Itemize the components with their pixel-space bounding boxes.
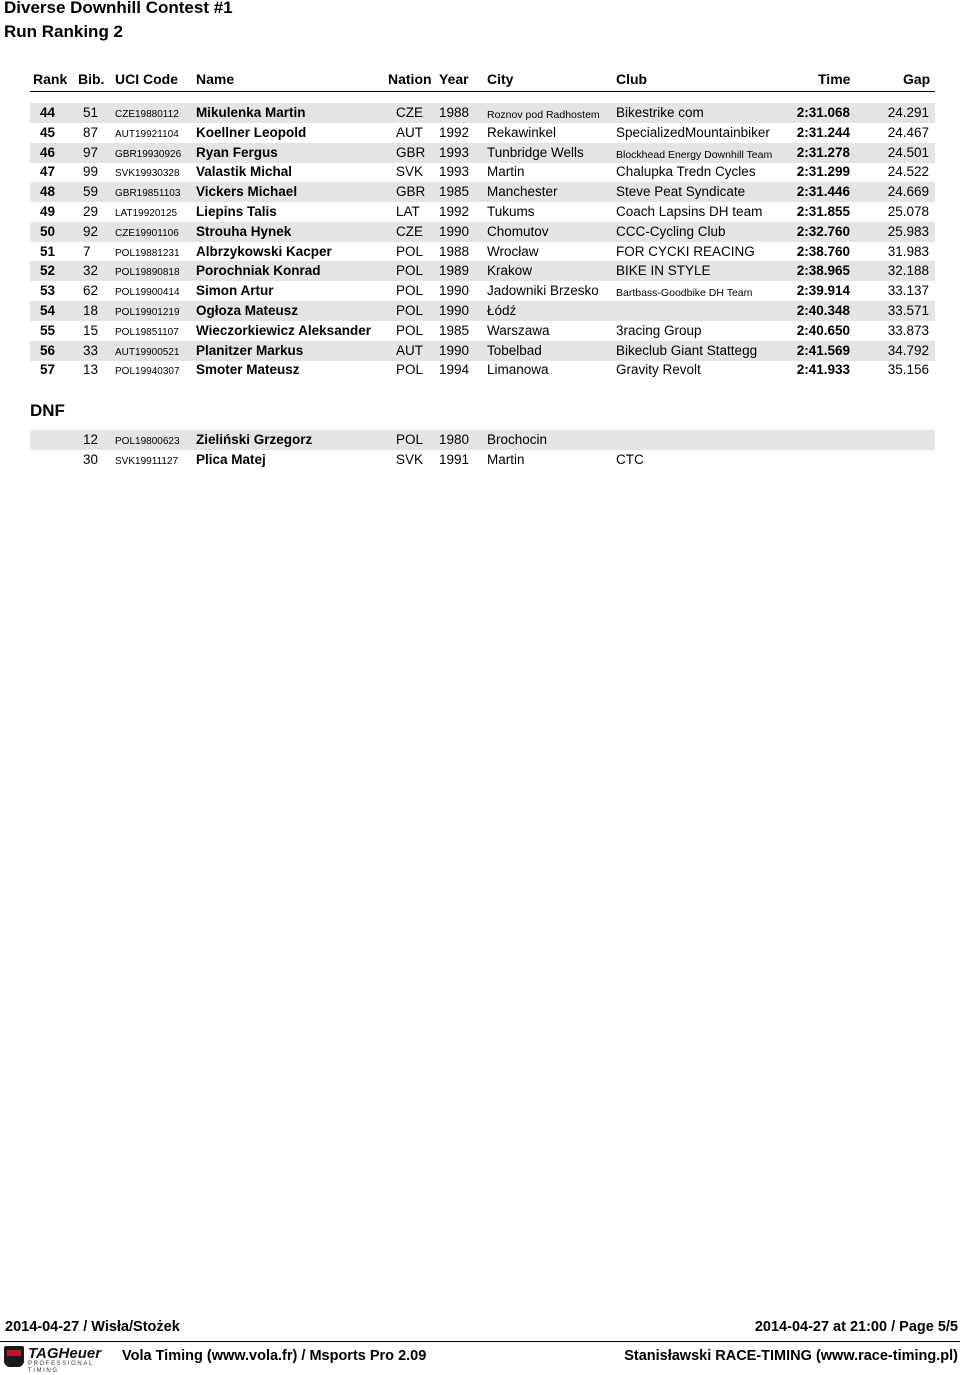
time-cell: 2:41.569	[796, 342, 850, 358]
city-cell: Brochocin	[487, 432, 548, 447]
bib-cell: 59	[83, 184, 99, 200]
club-cell: Steve Peat Syndicate	[616, 184, 746, 200]
city-cell: Chomutov	[487, 223, 549, 239]
uci-code-cell: LAT19920125	[115, 208, 178, 219]
city-cell: Warszawa	[487, 322, 550, 338]
gap-cell: 31.983	[887, 243, 929, 259]
uci-code-cell: POL19900414	[115, 287, 180, 299]
table-row	[30, 321, 935, 341]
time-cell: 2:41.933	[796, 362, 850, 378]
name-cell: Simon Artur	[196, 283, 274, 299]
uci-code-cell: CZE19880112	[115, 109, 179, 120]
uci-code-cell: POL19800623	[115, 436, 180, 447]
nation-cell: POL	[396, 362, 424, 378]
name-cell: Mikulenka Martin	[196, 105, 306, 120]
time-cell: 2:31.299	[796, 164, 850, 180]
name-cell: Albrzykowski Kacper	[196, 243, 332, 259]
time-cell: 2:39.914	[796, 283, 850, 299]
time-cell: 2:31.855	[796, 204, 850, 219]
logo-brand: TAGHeuer	[28, 1345, 102, 1362]
uci-code-cell: POL19881231	[115, 247, 180, 259]
nation-cell: CZE	[396, 223, 423, 239]
year-cell: 1992	[439, 124, 470, 140]
table-row	[30, 143, 935, 163]
bib-cell: 29	[83, 204, 99, 219]
table-row	[30, 123, 935, 143]
city-cell: Limanowa	[487, 362, 549, 378]
uci-code-cell: AUT19921104	[115, 128, 179, 140]
name-cell: Plica Matej	[196, 452, 266, 467]
gap-cell: 33.873	[887, 322, 929, 338]
bib-cell: 30	[83, 452, 99, 467]
uci-code-cell: SVK19930328	[115, 168, 180, 180]
name-cell: Smoter Mateusz	[196, 362, 300, 378]
name-cell: Zieliński Grzegorz	[196, 432, 313, 447]
page-title: Diverse Downhill Contest #1	[4, 0, 233, 17]
gap-cell: 35.156	[887, 362, 929, 378]
col-header-name: Name	[196, 71, 235, 87]
nation-cell: POL	[396, 322, 424, 338]
footer-timing-company: Stanisławski RACE-TIMING (www.race-timing.pl)	[624, 1348, 958, 1364]
year-cell: 1988	[439, 243, 470, 259]
rank-cell: 45	[40, 124, 56, 140]
col-header-uci: UCI Code	[115, 71, 178, 87]
club-cell: Chalupka Tredn Cycles	[616, 164, 756, 180]
bib-cell: 87	[83, 124, 99, 140]
col-header-nation: Nation	[388, 71, 432, 87]
club-cell: CCC-Cycling Club	[616, 223, 726, 239]
table-row	[30, 341, 935, 361]
table-row	[30, 222, 935, 242]
col-header-year: Year	[439, 71, 469, 87]
time-cell: 2:40.348	[796, 303, 850, 318]
nation-cell: POL	[396, 283, 424, 299]
city-cell: Roznov pod Radhostem	[487, 109, 600, 121]
bib-cell: 32	[83, 263, 99, 279]
name-cell: Valastik Michal	[196, 164, 293, 180]
rank-cell: 53	[40, 283, 56, 299]
year-cell: 1991	[439, 452, 470, 467]
gap-cell: 34.792	[887, 342, 929, 358]
year-cell: 1992	[439, 204, 470, 219]
rank-cell: 51	[40, 243, 56, 259]
rank-cell: 44	[40, 105, 56, 120]
name-cell: Strouha Hynek	[196, 223, 292, 239]
time-cell: 2:40.650	[796, 322, 850, 338]
rank-cell: 50	[40, 223, 56, 239]
nation-cell: AUT	[396, 124, 423, 140]
time-cell: 2:31.278	[796, 144, 850, 160]
bib-cell: 97	[83, 144, 99, 160]
dnf-section-title: DNF	[30, 401, 65, 420]
gap-cell: 24.522	[887, 164, 929, 180]
bib-cell: 18	[83, 303, 99, 318]
year-cell: 1988	[439, 105, 470, 120]
city-cell: Tunbridge Wells	[487, 144, 584, 160]
gap-cell: 24.501	[887, 144, 929, 160]
time-cell: 2:32.760	[796, 223, 850, 239]
col-header-bib: Bib.	[78, 71, 105, 87]
col-header-rank: Rank	[33, 71, 68, 87]
city-cell: Łódź	[487, 303, 517, 318]
city-cell: Martin	[487, 164, 525, 180]
table-row	[30, 261, 935, 281]
col-header-club: Club	[616, 71, 648, 87]
club-cell: Blockhead Energy Downhill Team	[616, 148, 773, 161]
club-cell: Gravity Revolt	[616, 362, 701, 378]
uci-code-cell: CZE19901106	[115, 227, 179, 239]
dnf-row	[30, 430, 935, 450]
nation-cell: CZE	[396, 105, 423, 120]
rank-cell: 52	[40, 263, 56, 279]
header-divider	[30, 91, 935, 92]
table-row	[30, 182, 935, 202]
year-cell: 1993	[439, 144, 470, 160]
year-cell: 1990	[439, 342, 470, 358]
col-header-time: Time	[818, 71, 851, 87]
nation-cell: SVK	[396, 452, 424, 467]
year-cell: 1993	[439, 164, 470, 180]
uci-code-cell: POL19890818	[115, 267, 180, 279]
uci-code-cell: SVK19911127	[115, 456, 179, 467]
bib-cell: 12	[83, 432, 99, 447]
bib-cell: 62	[83, 283, 99, 299]
gap-cell: 25.078	[887, 204, 929, 219]
time-cell: 2:31.068	[796, 105, 850, 120]
uci-code-cell: POL19940307	[115, 366, 180, 378]
footer-timestamp-page: 2014-04-27 at 21:00 / Page 5/5	[754, 1319, 958, 1335]
table-row	[30, 360, 935, 380]
dnf-row	[30, 450, 935, 470]
table-row	[30, 103, 935, 123]
club-cell: Bikeclub Giant Stattegg	[616, 342, 758, 358]
rank-cell: 47	[40, 164, 56, 180]
rank-cell: 55	[40, 322, 56, 338]
footer-software: Vola Timing (www.vola.fr) / Msports Pro 2.09	[122, 1348, 427, 1364]
name-cell: Wieczorkiewicz Aleksander	[196, 322, 371, 338]
club-cell: 3racing Group	[616, 322, 702, 338]
rank-cell: 56	[40, 342, 56, 358]
nation-cell: GBR	[396, 144, 426, 160]
gap-cell: 32.188	[887, 263, 929, 279]
year-cell: 1994	[439, 362, 470, 378]
bib-cell: 99	[83, 164, 99, 180]
time-cell: 2:31.244	[796, 124, 850, 140]
club-cell: BIKE IN STYLE	[616, 263, 711, 279]
tagheuer-logo	[4, 1345, 116, 1374]
tagheuer-shield-icon	[4, 1346, 24, 1367]
rank-cell: 57	[40, 362, 56, 378]
time-cell: 2:31.446	[796, 184, 850, 200]
name-cell: Liepins Talis	[196, 204, 277, 219]
year-cell: 1990	[439, 223, 470, 239]
gap-cell: 24.467	[887, 124, 929, 140]
year-cell: 1990	[439, 303, 470, 318]
gap-cell: 24.669	[887, 184, 929, 200]
club-cell: Bikestrike com	[616, 105, 704, 120]
year-cell: 1985	[439, 184, 470, 200]
nation-cell: POL	[396, 243, 424, 259]
nation-cell: GBR	[396, 184, 426, 200]
club-cell: Coach Lapsins DH team	[616, 204, 763, 219]
nation-cell: LAT	[396, 204, 420, 219]
col-header-gap: Gap	[903, 71, 931, 87]
bib-cell: 13	[83, 362, 99, 378]
year-cell: 1980	[439, 432, 470, 447]
uci-code-cell: GBR19930926	[115, 148, 182, 160]
table-row	[30, 301, 935, 321]
club-cell: Bartbass-Goodbike DH Team	[616, 287, 753, 300]
name-cell: Porochniak Konrad	[196, 263, 321, 279]
table-row	[30, 202, 935, 222]
nation-cell: AUT	[396, 342, 423, 358]
logo-sub: PROFESSIONAL TIMING	[28, 1361, 94, 1374]
bib-cell: 7	[83, 243, 91, 259]
name-cell: Ogłoza Mateusz	[196, 303, 299, 318]
nation-cell: POL	[396, 303, 424, 318]
bib-cell: 92	[83, 223, 99, 239]
footer-divider	[0, 1341, 960, 1342]
city-cell: Wrocław	[487, 243, 539, 259]
table-row	[30, 162, 935, 182]
city-cell: Jadowniki Brzesko	[487, 283, 599, 299]
name-cell: Planitzer Markus	[196, 342, 304, 358]
city-cell: Martin	[487, 452, 525, 467]
uci-code-cell: AUT19900521	[115, 346, 180, 358]
table-row	[30, 242, 935, 262]
city-cell: Rekawinkel	[487, 124, 557, 140]
gap-cell: 33.137	[887, 283, 929, 299]
club-cell: CTC	[616, 452, 644, 467]
rank-cell: 48	[40, 184, 56, 200]
year-cell: 1985	[439, 322, 470, 338]
rank-cell: 54	[40, 303, 56, 318]
time-cell: 2:38.760	[796, 243, 850, 259]
time-cell: 2:38.965	[796, 263, 850, 279]
city-cell: Krakow	[487, 263, 533, 279]
city-cell: Tobelbad	[487, 342, 542, 358]
gap-cell: 24.291	[887, 105, 929, 120]
name-cell: Ryan Fergus	[196, 144, 278, 160]
page-subtitle: Run Ranking 2	[4, 22, 124, 41]
name-cell: Vickers Michael	[196, 184, 298, 200]
footer-date-location: 2014-04-27 / Wisła/Stożek	[5, 1319, 180, 1335]
nation-cell: SVK	[396, 164, 424, 180]
nation-cell: POL	[396, 432, 424, 447]
club-cell: SpecializedMountainbiker	[616, 124, 770, 140]
club-cell: FOR CYCKI REACING	[616, 243, 755, 259]
name-cell: Koellner Leopold	[196, 124, 307, 140]
gap-cell: 25.983	[887, 223, 929, 239]
rank-cell: 46	[40, 144, 56, 160]
gap-cell: 33.571	[887, 303, 929, 318]
bib-cell: 33	[83, 342, 99, 358]
city-cell: Manchester	[487, 184, 558, 200]
bib-cell: 15	[83, 322, 99, 338]
city-cell: Tukums	[487, 204, 535, 219]
col-header-city: City	[487, 71, 514, 87]
uci-code-cell: POL19901219	[115, 307, 180, 318]
year-cell: 1989	[439, 263, 470, 279]
table-row	[30, 281, 935, 301]
rank-cell: 49	[40, 204, 56, 219]
uci-code-cell: POL19851107	[115, 326, 179, 338]
nation-cell: POL	[396, 263, 424, 279]
year-cell: 1990	[439, 283, 470, 299]
uci-code-cell: GBR19851103	[115, 188, 181, 200]
bib-cell: 51	[83, 105, 99, 120]
